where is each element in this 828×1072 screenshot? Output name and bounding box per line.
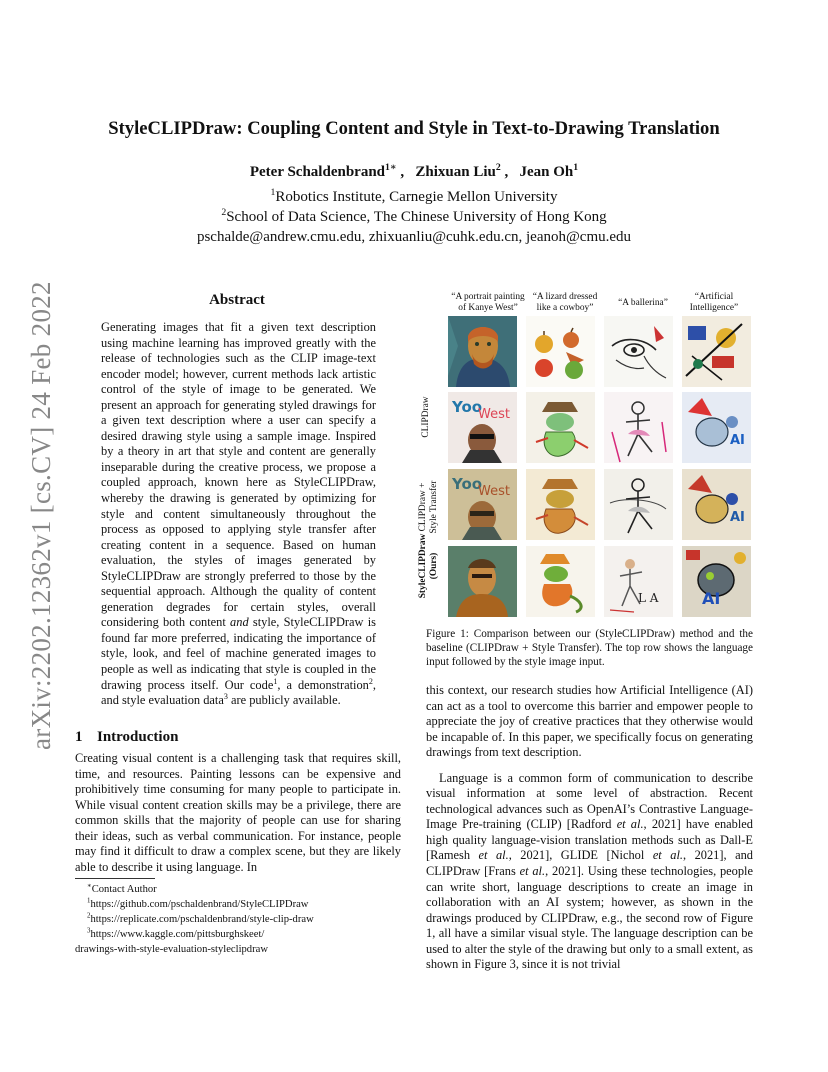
figure-caption: Figure 1: Comparison between our (StyleCLIPDraw) method and the baseline (CLIPDraw + Style Transfer). The top row shows the language input followed by the style image input.	[426, 628, 753, 669]
footnote-code-link: $^1$https://github.com/pschaldenbrand/StyleCLIPDraw	[87, 897, 309, 910]
author-superscript: 1∗	[385, 162, 397, 173]
author-name: Jean Oh	[519, 164, 574, 180]
author-name: Peter Schaldenbrand	[249, 164, 386, 180]
column-heading: “A portrait painting of Kanye West”	[451, 292, 525, 313]
styleclipdraw-result	[448, 546, 517, 617]
style-image-portrait	[448, 316, 517, 387]
svg-text:AI: AI	[702, 589, 721, 608]
style-image-sketch	[604, 316, 673, 387]
affiliation-2: $^2$School of Data Science, The Chinese University of Hong Kong	[221, 207, 607, 225]
author-name: Zhixuan Liu	[415, 164, 496, 180]
author-superscript: 1	[573, 162, 579, 173]
svg-text:West: West	[478, 484, 510, 499]
introduction-body: Creating visual content is a challenging task that requires skill, time, and resources. Painting lessons can be expensive and prohibitively time consuming for many people to participate in. While visual content creation skills may be a privilege, there are common skills that the majority of people can use for sharing their ideas, such as verbal communication. For instance, people may find it difficult to draw a complex scene, but they are likely able to describe it using language. In	[75, 751, 401, 874]
svg-text:West: West	[478, 407, 510, 422]
style-transfer-result	[526, 469, 595, 540]
clipdraw-result	[682, 392, 751, 463]
styleclipdraw-result	[682, 546, 751, 617]
svg-text:AI: AI	[730, 433, 745, 448]
style-transfer-result	[682, 469, 751, 540]
author-superscript: 2	[495, 162, 501, 173]
abstract-body: Generating images that fit a given text description using machine learning has improved greatly with the release of technologies such as the CLIP image-text encoder model; however, current methods lack artistic control of the style of image to be generated. We present an approach for generating styled drawings for a given text description where a user can specify a desired drawing style using a sample image. Inspired by a theory in art that style and content are generally inseparable during the creative process, we propose a coupled approach, known here as StyleCLIPDraw, whereby the drawing is generated by optimizing for style and content simultaneously throughout the process as opposed to applying style transfer after creating content in a sequence. Based on human evaluation, the styles of images generated by StyleCLIPDraw are strongly preferred to those by the sequential approach. Although the quality of content generation degrades for certain styles, overall considering both content and style, StyleCLIPDraw is found far more preferred, indicating the importance of style, look, and feel of machine generated images to people as well as indicating that style is coupled in the drawing process itself. Our code$^1$, a demonstration$^2$, and style evaluation data$^3$ are publicly available.	[101, 320, 376, 708]
svg-text:Yoo: Yoo	[452, 475, 483, 493]
abstract-heading: Abstract	[209, 292, 265, 308]
figure-1: “A portrait painting of Kanye West” “A lizard dressed like a cowboy” “A ballerina” “Artificial Intelligence” CLIPDraw CLIPDraw + Style Transfer StyleCLIPDraw (Ours) Yoo West AI Yoo West AI L A AI	[416, 290, 756, 620]
column-heading: “A ballerina”	[618, 298, 668, 308]
svg-text:Yoo: Yoo	[452, 398, 483, 416]
svg-text:AI: AI	[730, 510, 745, 525]
arxiv-identifier: arXiv:2202.12362v1 [cs.CV] 24 Feb 2022	[26, 281, 56, 750]
styleclipdraw-result	[526, 546, 595, 617]
author-list: Peter Schaldenbrand$^{1∗}$ , Zhixuan Liu$^2$ , Jean Oh$^1$	[249, 162, 579, 180]
footnote-divider	[75, 878, 155, 879]
style-image-fruits	[526, 316, 595, 387]
footnote-demo-link: $^2$https://replicate.com/pschaldenbrand/style-clip-draw	[87, 912, 314, 925]
paper-title: StyleCLIPDraw: Coupling Content and Style in Text-to-Drawing Translation	[108, 118, 720, 139]
styleclipdraw-result	[604, 546, 673, 617]
style-image-abstract	[682, 316, 751, 387]
section-heading: 1 Introduction	[75, 729, 179, 745]
footnote-data-link-continued: drawings-with-style-evaluation-styleclipdraw	[75, 944, 268, 955]
clipdraw-result	[448, 392, 517, 463]
affiliation-1: $^1$Robotics Institute, Carnegie Mellon University	[270, 187, 558, 205]
author-emails: pschalde@andrew.cmu.edu, zhixuanliu@cuhk.edu.cn, jeanoh@cmu.edu	[196, 229, 632, 245]
style-transfer-result	[604, 469, 673, 540]
paragraph: Language is a common form of communication to describe visual information at some level of abstraction. Recent technological advances such as OpenAI’s Contrastive Language-Image Pre-training (CLIP) [Radford et al., 2021] have enabled high quality language-vision translation methods such as Dall-E [Ramesh et al., 2021], GLIDE [Nichol et al., 2021], and CLIPDraw [Frans et al., 2021]. Using these technologies, people can write short, language descriptions to create an image in collaboration with an AI system; however, as shown in the drawings produced by CLIPDraw, e.g., the second row of Figure 1, all have a similar visual style. The language description can be used to alter the style of the drawing but only to a small extent, as shown in Figure 3, since it is not trivial	[426, 770, 753, 972]
footnote-contact: ∗Contact Author	[87, 882, 157, 895]
column-heading: “Artificial Intelligence”	[689, 292, 739, 313]
footnotes	[75, 882, 401, 957]
paragraph: this context, our research studies how Artificial Intelligence (AI) can act as a tool to overcome this barrier and empower people to appreciate the joy of creative practices that they otherwise would be incapable of. In this paper, we specifically focus on generating drawings from text description.	[426, 683, 753, 760]
clipdraw-result	[604, 392, 673, 463]
column-heading: “A lizard dressed like a cowboy”	[532, 292, 598, 313]
style-transfer-result	[448, 469, 517, 540]
svg-text:L A: L A	[638, 591, 659, 605]
clipdraw-result	[526, 392, 595, 463]
right-column-body	[426, 683, 753, 973]
footnote-data-link: $^3$https://www.kaggle.com/pittsburghskeet/	[87, 927, 265, 940]
